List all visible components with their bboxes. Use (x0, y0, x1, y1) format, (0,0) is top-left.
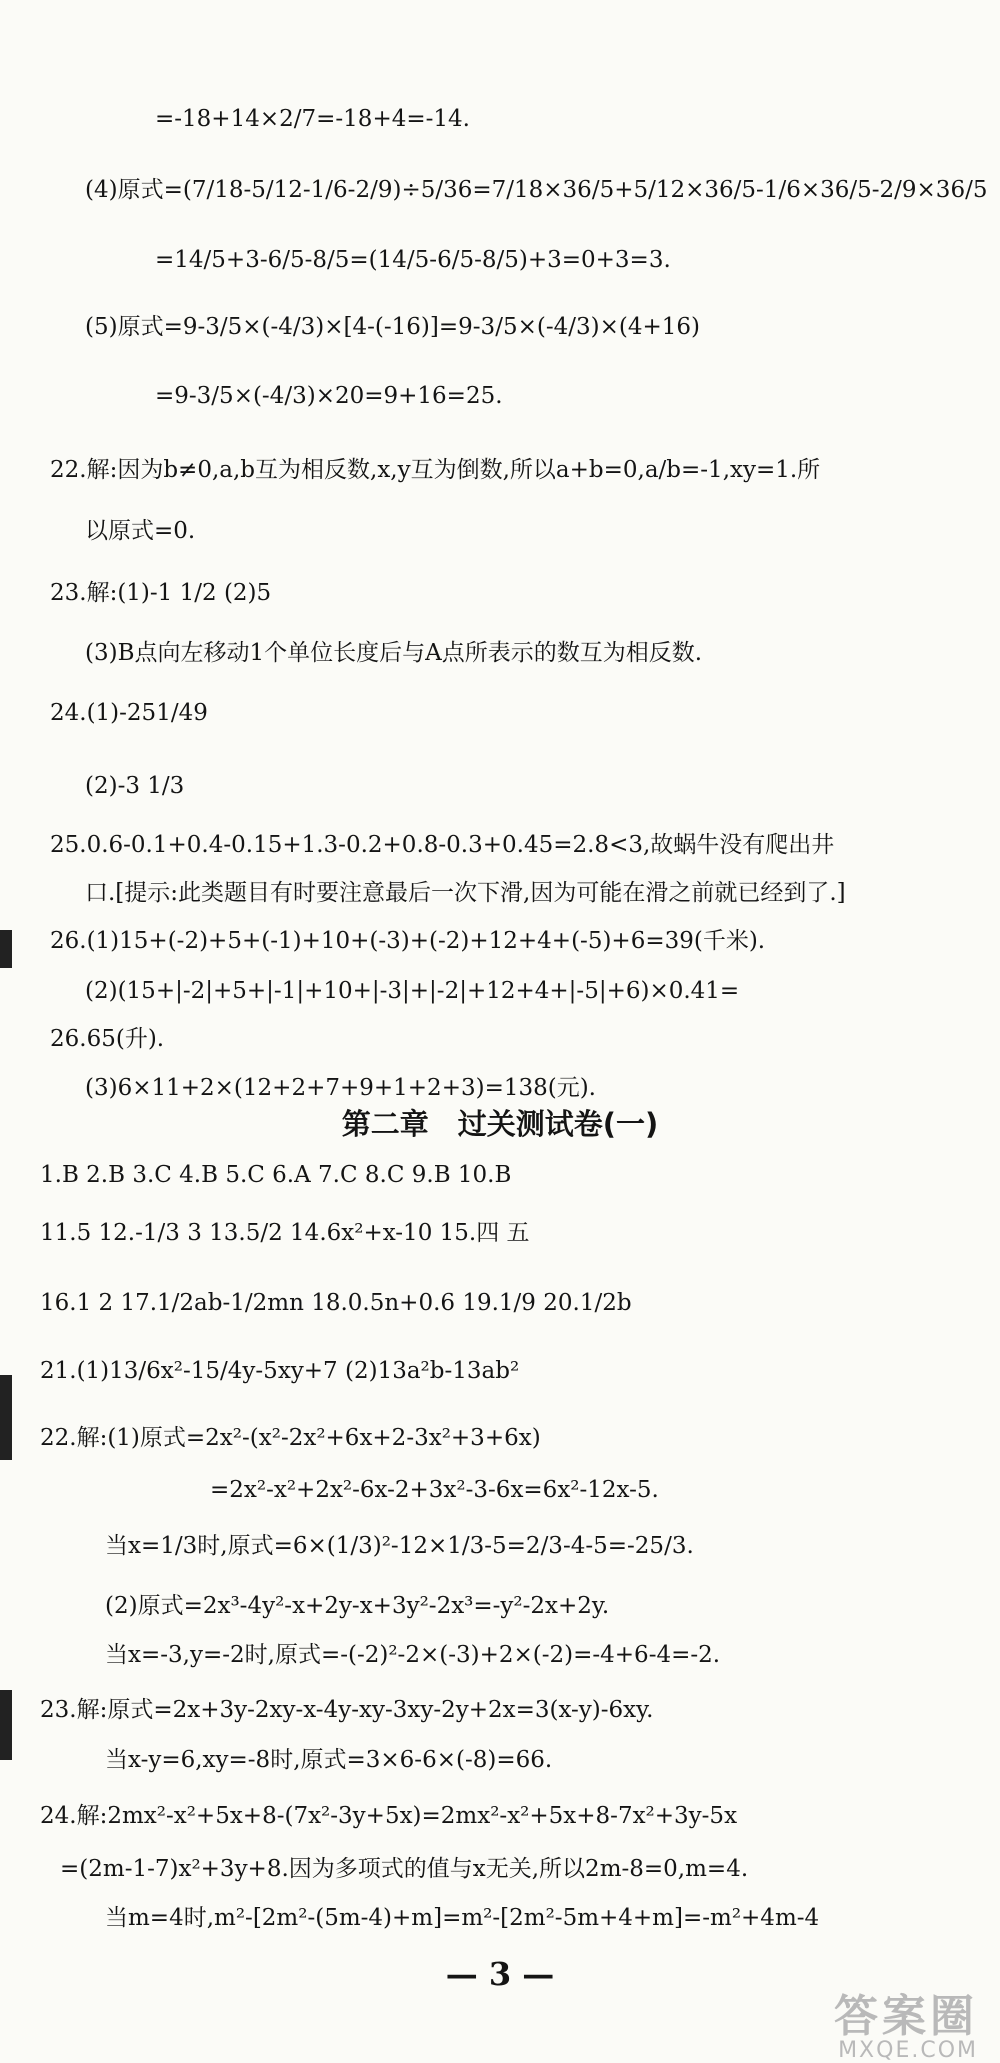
page-number: — 3 — (445, 1955, 555, 1993)
text-line: (5)原式=9-3/5×(-4/3)×[4-(-16)]=9-3/5×(-4/3)×(4+16) (85, 314, 700, 340)
text-line: (3)B点向左移动1个单位长度后与A点所表示的数互为相反数. (85, 640, 703, 666)
text-line: (2)-3 1/3 (85, 773, 185, 799)
text-line: 当x=-3,y=-2时,原式=-(-2)²-2×(-3)+2×(-2)=-4+6-4=-2. (105, 1642, 721, 1668)
text-line: 24.(1)-251/49 (50, 700, 208, 726)
text-line: 16.1 2 17.1/2ab-1/2mn 18.0.5n+0.6 19.1/9 20.1/2b (40, 1290, 632, 1316)
chapter-heading: 第二章 过关测试卷(一) (341, 1107, 659, 1141)
text-line: =(2m-1-7)x²+3y+8.因为多项式的值与x无关,所以2m-8=0,m=4. (60, 1856, 749, 1882)
text-line: 24.解:2mx²-x²+5x+8-(7x²-3y+5x)=2mx²-x²+5x+8-7x²+3y-5x (40, 1803, 738, 1829)
text-line: 11.5 12.-1/3 3 13.5/2 14.6x²+x-10 15.四 五 (40, 1220, 530, 1246)
text-line: =14/5+3-6/5-8/5=(14/5-6/5-8/5)+3=0+3=3. (155, 247, 671, 273)
text-line: =9-3/5×(-4/3)×20=9+16=25. (155, 383, 503, 409)
watermark-url: MXQE.COM (838, 2038, 978, 2063)
text-line: 当m=4时,m²-[2m²-(5m-4)+m]=m²-[2m²-5m+4+m]=-m²+4m-4 (105, 1905, 820, 1931)
binding-mark (0, 1375, 12, 1460)
binding-mark (0, 1690, 12, 1760)
text-line: 26.65(升). (50, 1026, 165, 1052)
text-line: 口.[提示:此类题目有时要注意最后一次下滑,因为可能在滑之前就已经到了.] (85, 880, 846, 906)
watermark-text: 答案圈 (834, 1991, 978, 2042)
text-line: 26.(1)15+(-2)+5+(-1)+10+(-3)+(-2)+12+4+(-5)+6=39(千米). (50, 928, 766, 954)
watermark-logo (834, 1980, 978, 2063)
binding-mark (0, 930, 12, 968)
text-line: 以原式=0. (85, 518, 196, 544)
text-line: 1.B 2.B 3.C 4.B 5.C 6.A 7.C 8.C 9.B 10.B (40, 1162, 512, 1188)
text-line: 23.解:(1)-1 1/2 (2)5 (50, 580, 272, 606)
text-line: 当x-y=6,xy=-8时,原式=3×6-6×(-8)=66. (105, 1747, 553, 1773)
text-line: =-18+14×2/7=-18+4=-14. (155, 106, 470, 132)
text-line: 23.解:原式=2x+3y-2xy-x-4y-xy-3xy-2y+2x=3(x-y)-6xy. (40, 1697, 654, 1723)
text-line: (2)原式=2x³-4y²-x+2y-x+3y²-2x³=-y²-2x+2y. (105, 1593, 610, 1619)
text-line: 25.0.6-0.1+0.4-0.15+1.3-0.2+0.8-0.3+0.45=2.8<3,故蜗牛没有爬出井 (50, 832, 835, 858)
text-line: 22.解:因为b≠0,a,b互为相反数,x,y互为倒数,所以a+b=0,a/b=-1,xy=1.所 (50, 457, 821, 483)
text-line: =2x²-x²+2x²-6x-2+3x²-3-6x=6x²-12x-5. (210, 1477, 659, 1503)
text-line: (2)(15+|-2|+5+|-1|+10+|-3|+|-2|+12+4+|-5|+6)×0.41= (85, 978, 740, 1004)
text-line: (3)6×11+2×(12+2+7+9+1+2+3)=138(元). (85, 1075, 596, 1101)
text-line: 21.(1)13/6x²-15/4y-5xy+7 (2)13a²b-13ab² (40, 1358, 520, 1384)
text-line: 22.解:(1)原式=2x²-(x²-2x²+6x+2-3x²+3+6x) (40, 1425, 541, 1451)
text-line: (4)原式=(7/18-5/12-1/6-2/9)÷5/36=7/18×36/5+5/12×36/5-1/6×36/5-2/9×36/5 (85, 177, 988, 203)
text-line: 当x=1/3时,原式=6×(1/3)²-12×1/3-5=2/3-4-5=-25/3. (105, 1533, 694, 1559)
